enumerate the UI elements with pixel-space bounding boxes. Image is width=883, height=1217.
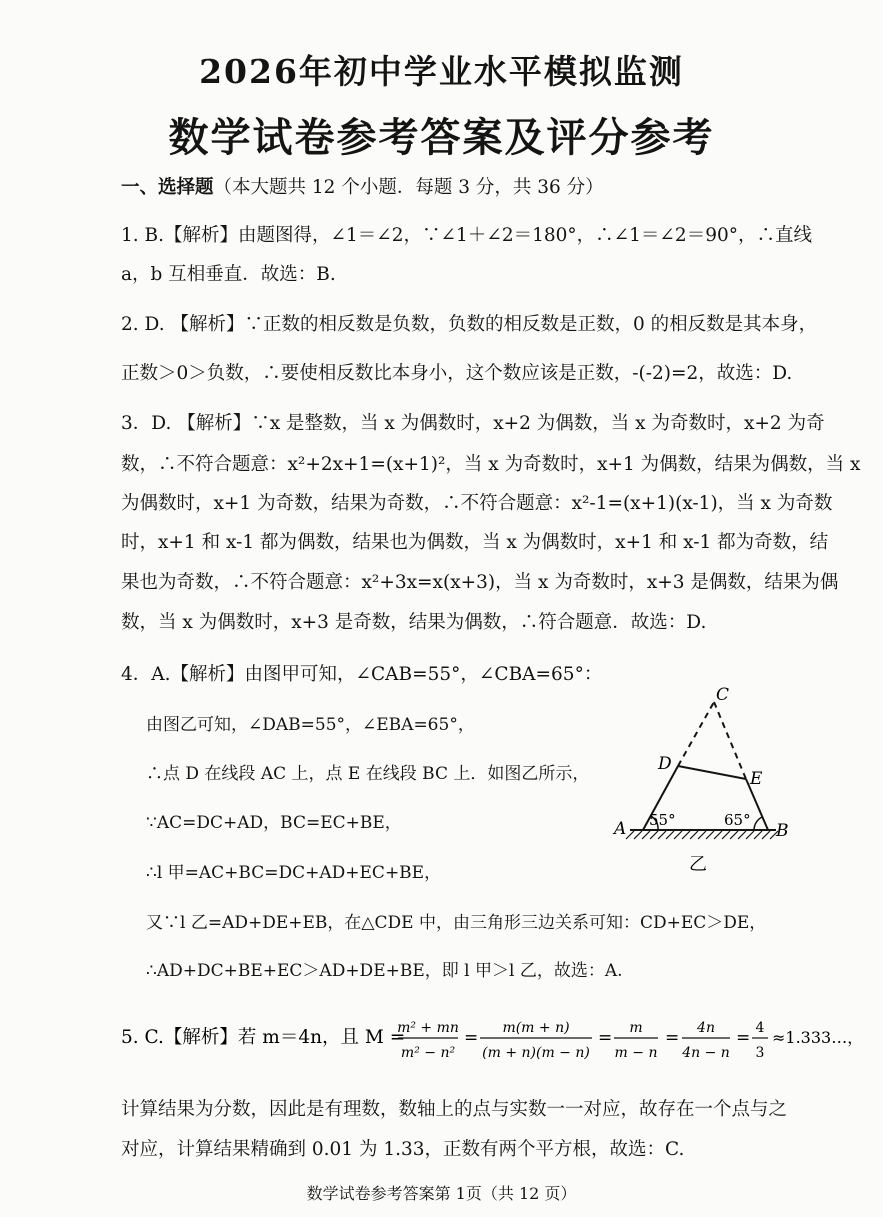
frac2-numerator: m(m + n): [502, 1020, 570, 1036]
q2-line-1: 2. D. 【解析】∵正数的相反数是负数，负数的相反数是正数，0 的相反数是其本身，: [121, 314, 818, 335]
segment-ce-dashed: [714, 702, 746, 779]
q3-line-1: 3．D. 【解析】∵x 是整数，当 x 为偶数时，x+2 为偶数，当 x 为奇数时，x+2 为奇: [121, 413, 825, 434]
frac1-denominator: m² − n²: [400, 1045, 456, 1061]
triangle-figure: [600, 680, 800, 880]
segment-dc-dashed: [678, 702, 714, 766]
label-b: B: [776, 821, 789, 841]
q1-line-1: 1. B.【解析】由题图得，∠1＝∠2，∵∠1＋∠2＝180°，∴∠1＝∠2＝90°，∴直线: [121, 225, 812, 246]
q4-sub-line-2: ∴点 D 在线段 AC 上，点 E 在线段 BC 上．如图乙所示，: [146, 764, 590, 784]
label-d: D: [658, 754, 672, 774]
q4-line-1: 4．A.【解析】由图甲可知，∠CAB=55°，∠CBA=65°：: [121, 664, 603, 685]
answer-key-title: 数学试卷参考答案及评分参考: [168, 114, 715, 161]
q3-line-4: 时，x+1 和 x-1 都为偶数，结果也为偶数，当 x 为偶数时，x+1 和 x-1 都为奇数，结: [121, 532, 829, 553]
q5-approx-value: ≈1.333…，: [772, 1028, 864, 1047]
frac1-numerator: m² + mn: [397, 1020, 459, 1036]
segment-de: [678, 766, 746, 779]
section-note: （本大题共 12 个小题．每题 3 分，共 36 分）: [213, 177, 604, 198]
q5-line-3: 对应，计算结果精确到 0.01 为 1.33，正数有两个平方根，故选：C.: [121, 1139, 685, 1160]
q2-line-2: 正数＞0＞负数，∴要使相反数比本身小，这个数应该是正数，-(-2)=2，故选：D.: [121, 363, 793, 384]
q4-sub-line-4: ∴l 甲=AC+BC=DC+AD+EC+BE，: [146, 863, 442, 883]
section-label: 一、选择题: [121, 177, 214, 198]
frac5-numerator: 4: [755, 1020, 765, 1036]
frac5-denominator: 3: [755, 1045, 765, 1061]
q3-line-3: 为偶数时，x+1 为奇数，结果为奇数，∴不符合题意：x²-1=(x+1)(x-1)，当 x 为奇数: [121, 493, 833, 514]
equals-3: =: [665, 1028, 680, 1048]
equals-4: =: [736, 1028, 751, 1048]
label-a: A: [614, 819, 627, 839]
angle-arc-b: [754, 817, 762, 830]
label-c: C: [716, 685, 730, 705]
frac3-denominator: m − n: [614, 1045, 658, 1061]
frac2-denominator: (m + n)(m − n): [482, 1045, 590, 1061]
q4-sub-line-1: 由图乙可知，∠DAB=55°，∠EBA=65°，: [146, 715, 475, 735]
page-footer: 数学试卷参考答案第 1页（共 12 页）: [306, 1184, 577, 1203]
angle-label-b: 65°: [724, 811, 751, 829]
q4-sub-line-6: ∴AD+DC+BE+EC＞AD+DE+BE，即 l 甲＞l 乙，故选：A.: [146, 961, 623, 981]
q5-formula-line: [110, 1010, 864, 1070]
section-heading: [121, 175, 604, 201]
frac4-denominator: 4n − n: [682, 1045, 730, 1061]
equals-1: =: [464, 1028, 479, 1048]
q5-line-2: 计算结果为分数，因此是有理数，数轴上的点与实数一一对应，故存在一个点与之: [121, 1099, 788, 1120]
q5-prefix: 5. C.【解析】若 m＝4n，且 M =: [121, 1027, 406, 1048]
q4-sub-line-5: 又∵l 乙=AD+DE+EB，在△CDE 中，由三角形三边关系可知：CD+EC＞DE，: [146, 913, 767, 933]
angle-label-a: 55°: [649, 811, 676, 829]
q4-sub-line-3: ∵AC=DC+AD，BC=EC+BE，: [146, 813, 402, 833]
figure-caption: 乙: [689, 854, 707, 875]
equals-2: =: [598, 1028, 613, 1048]
q3-line-2: 数，∴不符合题意：x²+2x+1=(x+1)²，当 x 为奇数时，x+1 为偶数，结果为偶数，当 x: [121, 454, 861, 475]
ground-hatching: [626, 831, 778, 839]
q3-line-6: 数，当 x 为偶数时，x+3 是奇数，结果为偶数，∴符合题意．故选：D.: [121, 612, 707, 633]
q1-line-2: a，b 互相垂直．故选：B.: [121, 264, 336, 285]
q3-line-5: 果也为奇数，∴不符合题意：x²+3x=x(x+3)，当 x 为奇数时，x+3 是偶数，结果为偶: [121, 572, 839, 593]
label-e: E: [750, 769, 763, 789]
exam-title: 2026年初中学业水平模拟监测: [199, 52, 684, 91]
frac4-numerator: 4n: [697, 1020, 715, 1036]
frac3-numerator: m: [629, 1020, 643, 1036]
